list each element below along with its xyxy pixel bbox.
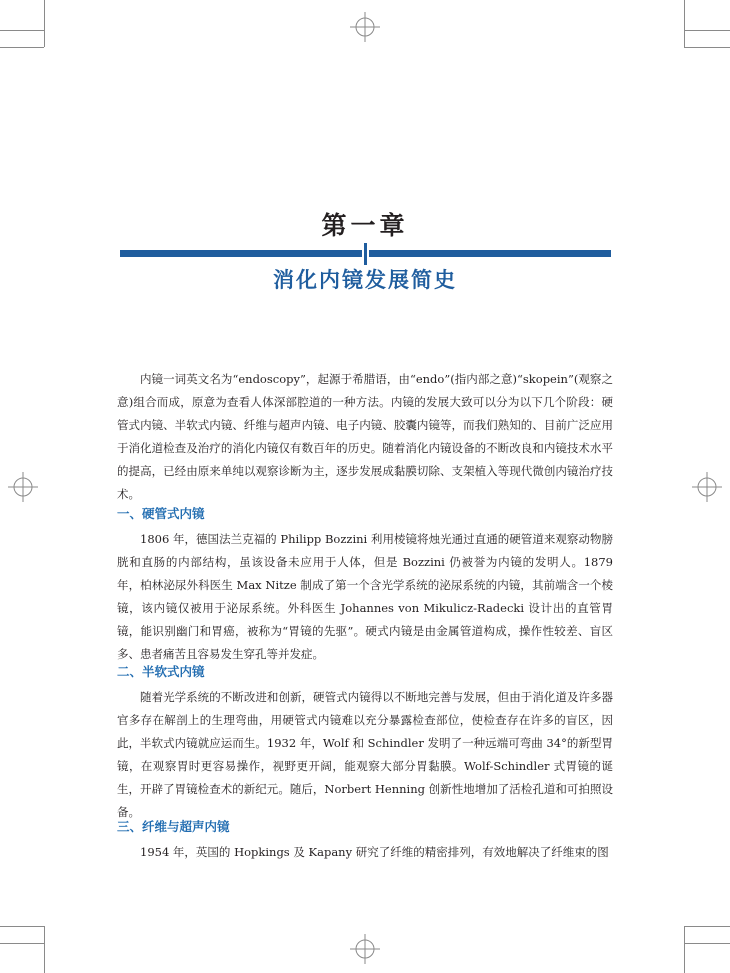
registration-mark-icon (8, 472, 38, 502)
crop-mark (684, 926, 685, 973)
crop-mark (684, 943, 730, 944)
section-paragraph: 1954 年，英国的 Hopkings 及 Kapany 研究了纤维的精密排列，有效地解决了纤维束的图 (140, 845, 609, 859)
crop-mark (0, 943, 44, 944)
section-paragraph: 随着光学系统的不断改进和创新，硬管式内镜得以不断地完善与发展，但由于消化道及许多器官多存在解剖上的生理弯曲，用硬管式内镜难以充分暴露检查部位，使检查存在许多的盲区，因此，半软式内镜就应运而生。1932 年，Wolf 和 Schindler 发明了一种远端可弯曲 34°的新型胃镜，在观察胃时更容易操作，视野更开阔，能观察大部分胃黏膜。Wolf-Schindler 式胃镜的诞生，开辟了胃镜检查术的新纪元。随后，Norbert Henning 创新性地增加了活检孔道和可拍照设备。 (117, 690, 613, 819)
intro-paragraph: 内镜一词英文名为“endoscopy”，起源于希腊语，由“endo”(指内部之意)“skopein”(观察之意)组合而成，原意为查看人体深部腔道的一种方法。内镜的发展大致可以分为以下几个阶段：硬管式内镜、半软式内镜、纤维与超声内镜、电子内镜、胶囊内镜等，而我们熟知的、目前广泛应用于消化道检查及治疗的消化内镜仅有数百年的历史。随着消化内镜设备的不断改良和内镜技术水平的提高，已经由原来单纯以观察诊断为主，逐步发展成黏膜切除、支架植入等现代微创内镜治疗技术。 (117, 372, 613, 501)
crop-mark (44, 0, 45, 47)
crop-mark (684, 47, 730, 48)
crop-mark (0, 926, 44, 927)
crop-mark (684, 0, 685, 47)
crop-mark (684, 30, 730, 31)
registration-mark-icon (350, 934, 380, 964)
registration-mark-icon (692, 472, 722, 502)
crop-mark (0, 47, 44, 48)
section-heading: 三、纤维与超声内镜 (117, 819, 230, 834)
title-rule-tick (364, 243, 367, 265)
crop-mark (0, 30, 44, 31)
registration-mark-icon (350, 12, 380, 42)
crop-mark (44, 926, 45, 973)
section-heading: 一、硬管式内镜 (117, 506, 205, 521)
chapter-number: 第一章 (321, 211, 409, 240)
crop-mark (684, 926, 730, 927)
section-heading: 二、半软式内镜 (117, 664, 205, 679)
section-paragraph: 1806 年，德国法兰克福的 Philipp Bozzini 利用棱镜将烛光通过直通的硬管道来观察动物膀胱和直肠的内部结构，虽该设备未应用于人体，但是 Bozzini 仍被誉为内镜的发明人。1879 年，柏林泌尿外科医生 Max Nitze 制成了第一个含光学系统的泌尿系统的内镜，其前端含一个棱镜，该内镜仅被用于泌尿系统。外科医生 Johannes von Mikulicz-Radecki 设计出的直管胃镜，能识别幽门和胃癌，被称为“胃镜的先驱”。硬式内镜是由金属管道构成，操作性较差、盲区多、患者痛苦且容易发生穿孔等并发症。 (117, 532, 613, 661)
chapter-title: 消化内镜发展简史 (273, 267, 457, 292)
